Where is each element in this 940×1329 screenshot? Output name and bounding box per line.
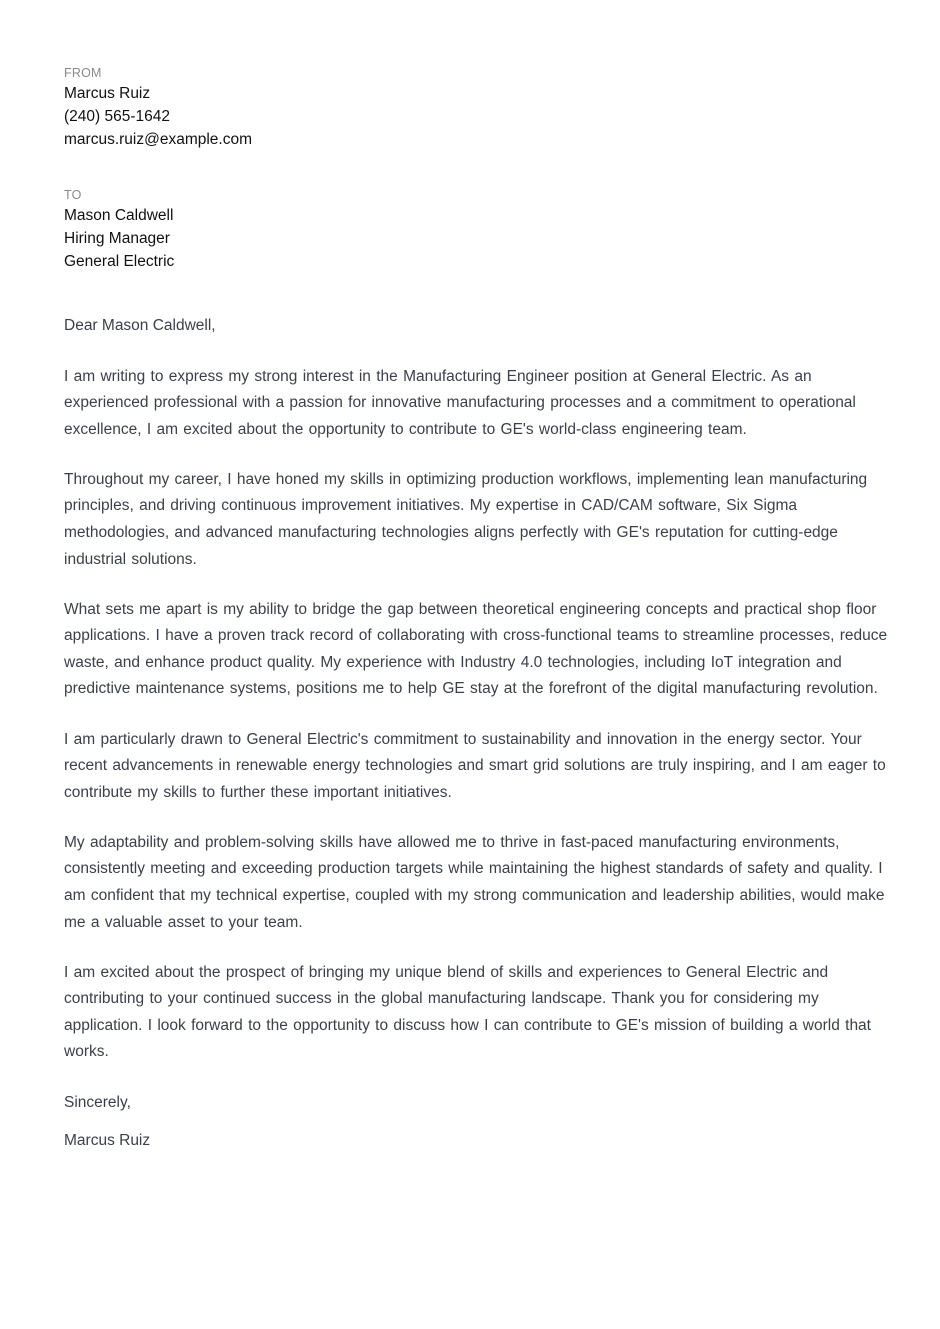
recipient-company: General Electric: [64, 253, 175, 270]
sender-phone: (240) 565-1642: [64, 108, 170, 125]
body-paragraph: Throughout my career, I have honed my skills in optimizing production workflows, implementing lean manufacturing principles, and driving continuous improvement initiatives. My expertise in CAD/CAM software, Six Sigma methodologies, and advanced manufacturing technologies aligns perfectly with GE's reputation for cutting-edge industrial solutions.: [64, 470, 868, 568]
signature: Marcus Ruiz: [64, 1132, 151, 1150]
sender-email: marcus.ruiz@example.com: [64, 131, 253, 148]
from-label: FROM: [64, 66, 102, 80]
body-paragraph: I am writing to express my strong interest in the Manufacturing Engineer position at General Electric. As an experienced professional with a passion for innovative manufacturing processes and a commitment to operational excellence, I am excited about the opportunity to contribute to GE's world-class engineering team.: [64, 367, 856, 438]
closing: Sincerely,: [64, 1093, 131, 1111]
cover-letter: [64, 66, 898, 1155]
recipient-name: Mason Caldwell: [64, 207, 174, 224]
body-paragraph: I am excited about the prospect of bringing my unique blend of skills and experiences to General Electric and contributing to your continued success in the global manufacturing landscape. Thank you for considering my application. I look forward to the opportunity to discuss how I can contribute to GE's mission of building a world that works.: [64, 963, 871, 1061]
to-label: TO: [64, 188, 82, 202]
recipient-title: Hiring Manager: [64, 230, 170, 247]
body-paragraph: What sets me apart is my ability to bridge the gap between theoretical engineering concepts and practical shop floor applications. I have a proven track record of collaborating with cross-functional teams to streamline processes, reduce waste, and enhance product quality. My experience with Industry 4.0 technologies, including IoT integration and predictive maintenance systems, positions me to help GE stay at the forefront of the digital manufacturing revolution.: [64, 600, 888, 698]
body-paragraph: I am particularly drawn to General Electric's commitment to sustainability and innovation in the energy sector. Your recent advancements in renewable energy technologies and smart grid solutions are truly inspiring, and I am eager to contribute my skills to further these important initiatives.: [64, 730, 886, 801]
body-paragraph: My adaptability and problem-solving skills have allowed me to thrive in fast-paced manufacturing environments, consistently meeting and exceeding production targets while maintaining the highest standards of safety and quality. I am confident that my technical expertise, coupled with my strong communication and leadership abilities, would make me a valuable asset to your team.: [64, 833, 885, 931]
sender-name: Marcus Ruiz: [64, 85, 151, 102]
salutation: Dear Mason Caldwell,: [64, 317, 216, 334]
recipient-block: [64, 188, 898, 273]
sender-block: [64, 66, 898, 151]
